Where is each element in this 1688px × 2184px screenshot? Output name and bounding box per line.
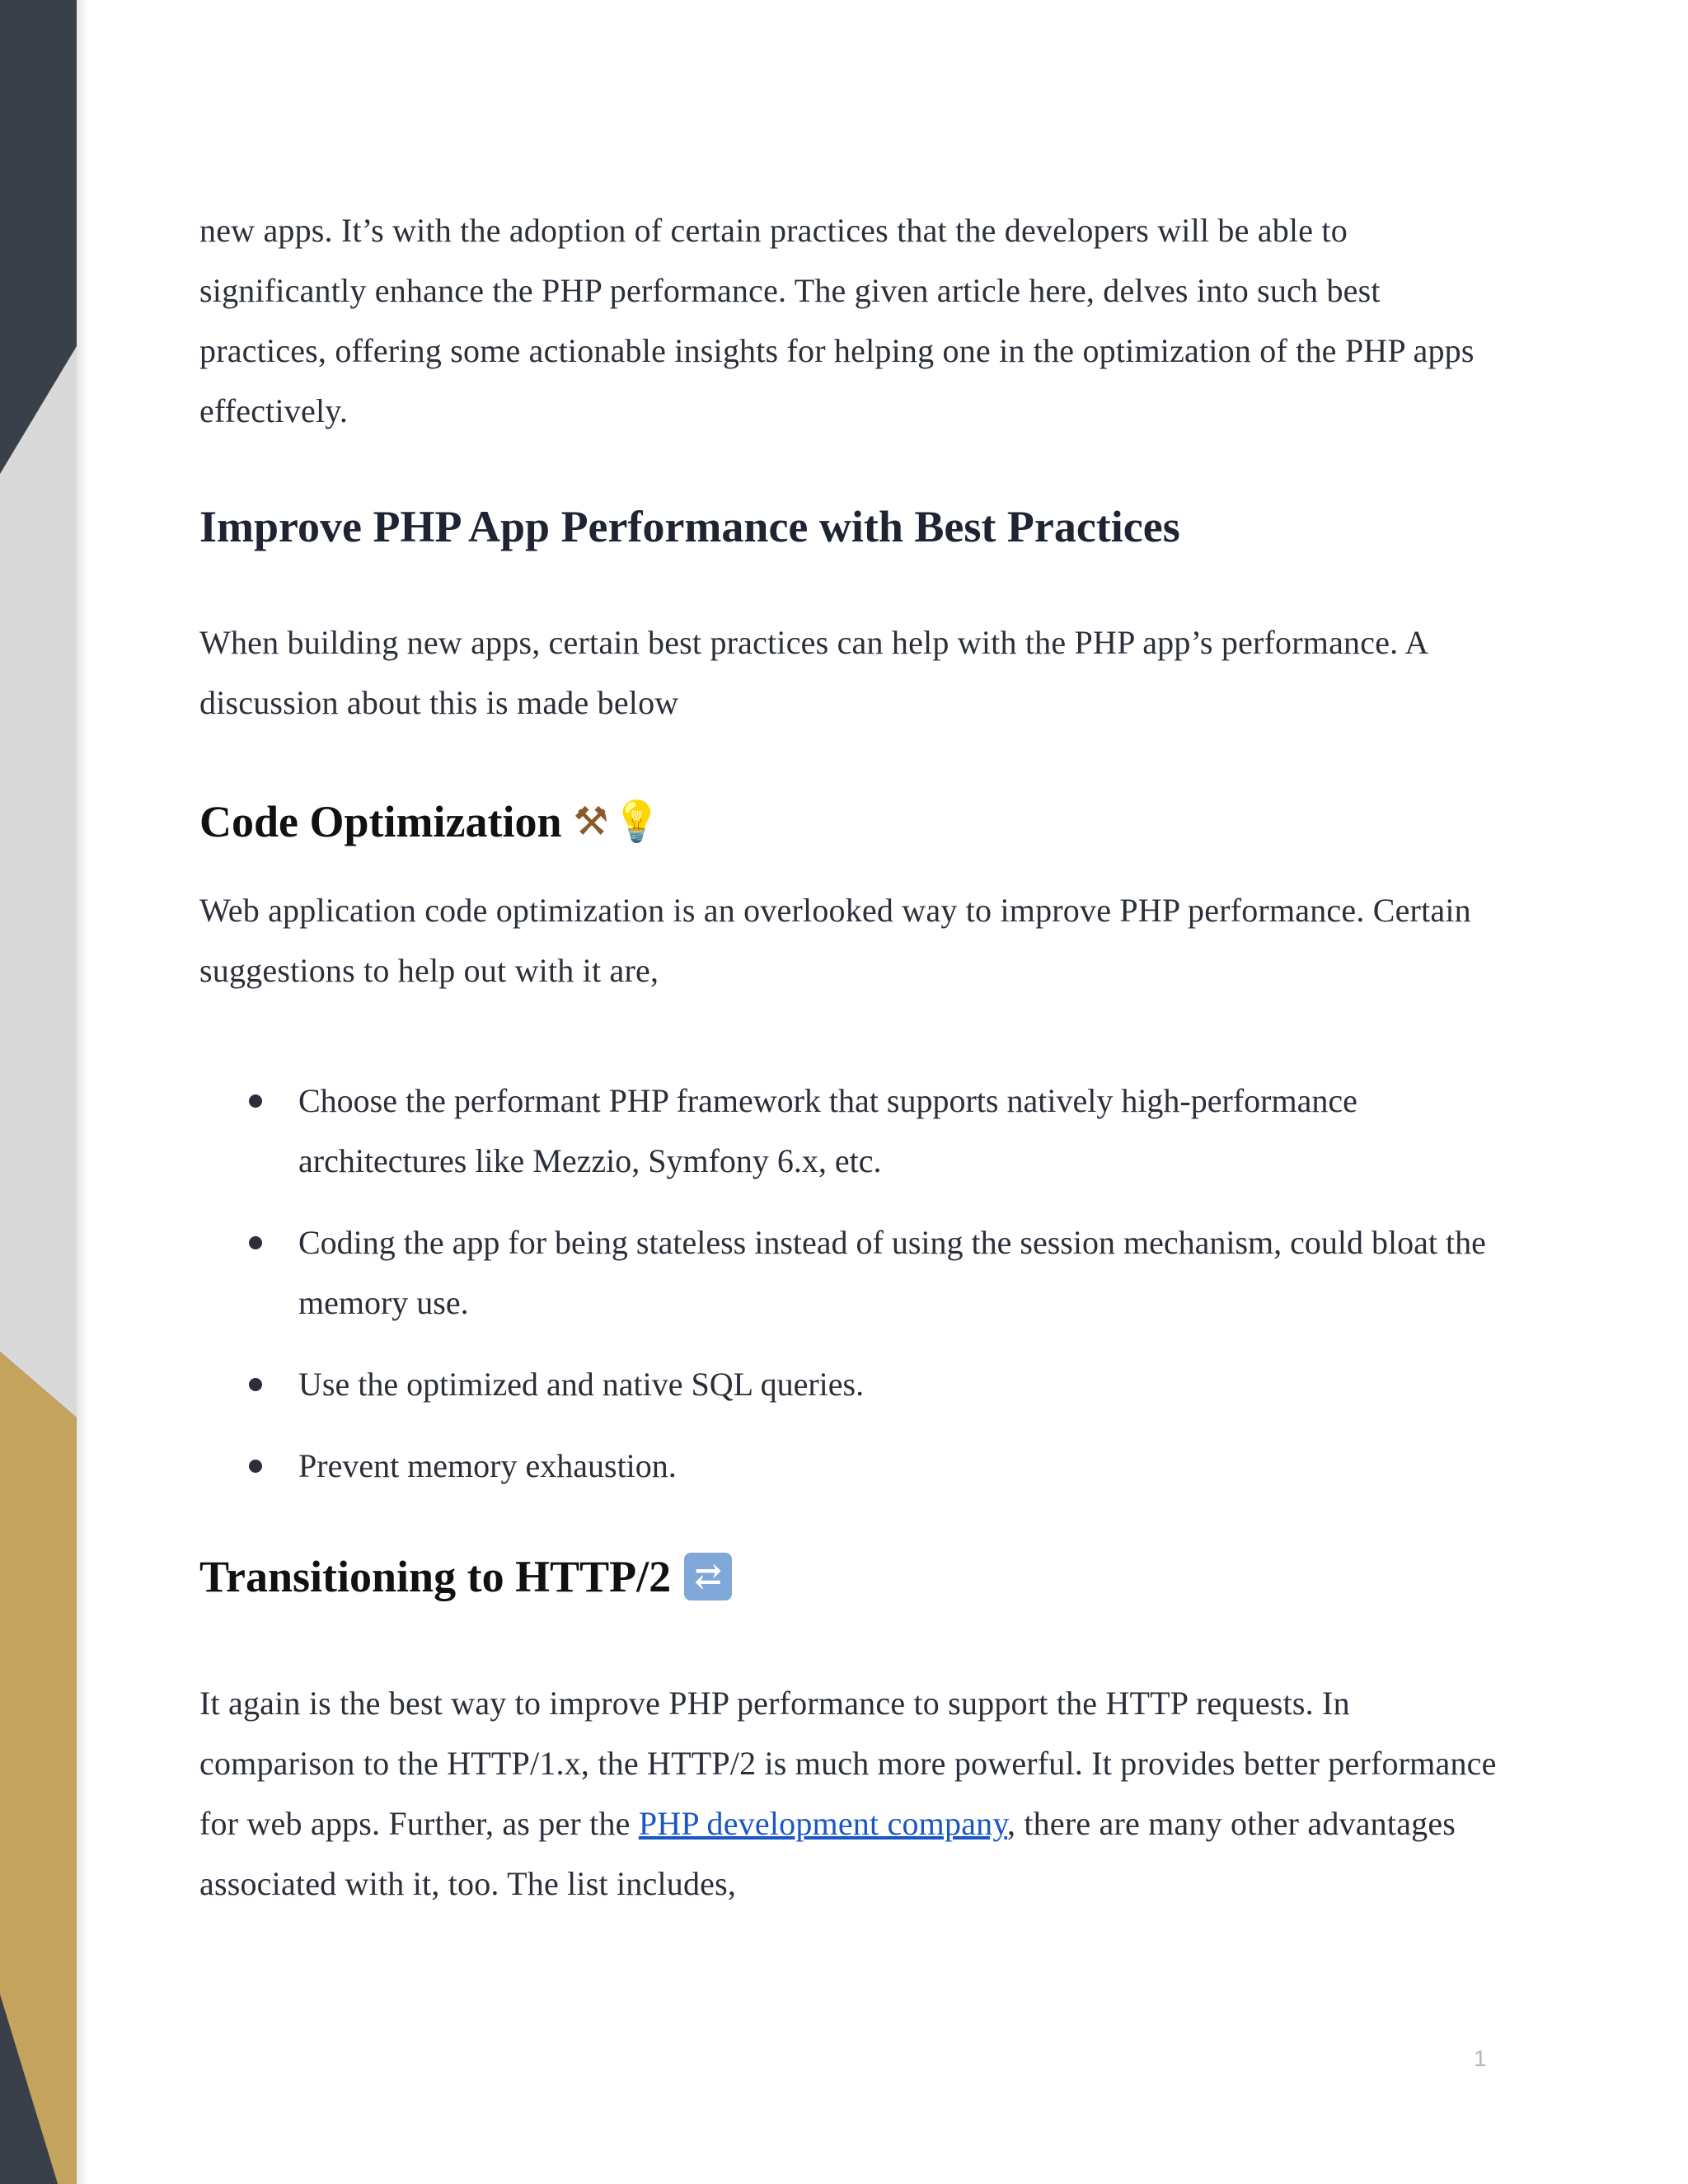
code-optimization-list [249, 1071, 1502, 1496]
list-item [249, 1212, 1502, 1333]
list-item [249, 1436, 1502, 1496]
side-band-shadow [77, 0, 88, 2184]
page-number: 1 [1474, 2046, 1487, 2071]
best-practices-paragraph: When building new apps, certain best practices can help with the PHP app’s performance. A discussion about this is made below [199, 624, 1428, 721]
bullet-dot [249, 1236, 262, 1249]
http2-text-before-link: It again is the best way to improve PHP performance to support the HTTP requests. In comparison to the HTTP/1.x, the HTTP/2 is much more powerful. It provides better performance for web apps. Further, as per the [199, 1685, 1497, 1842]
bullet-dot [249, 1460, 262, 1473]
light-bulb-icon: 💡 [612, 799, 662, 845]
list-item [249, 1354, 1502, 1414]
section-heading-best-practices: Improve PHP App Performance with Best Practices [199, 502, 1180, 551]
list-item-text: Use the optimized and native SQL queries. [298, 1366, 865, 1403]
bullet-dot [249, 1378, 262, 1391]
http2-paragraph [199, 1673, 1502, 1914]
list-item-text: Choose the performant PHP framework that supports natively high-performance architectures like Mezzio, Symfony 6.x, etc. [298, 1082, 1357, 1179]
bullet-dot [249, 1094, 262, 1108]
http2-text-after-link: , there are many other advantages associated with it, too. The list includes, [199, 1805, 1456, 1902]
decorative-side-band [0, 0, 77, 2184]
hammer-wrench-icon: ⚒ [573, 799, 609, 845]
cycle-arrows-icon: ⇄ [684, 1553, 732, 1601]
code-optimization-title: Code Optimization [199, 797, 562, 846]
http2-title: Transitioning to HTTP/2 [199, 1552, 672, 1601]
code-optimization-paragraph: Web application code optimization is an overlooked way to improve PHP performance. Certain suggestions to help out with it are, [199, 892, 1471, 989]
list-item [249, 1071, 1502, 1191]
section-heading-code-optimization [199, 793, 661, 851]
php-development-company-link[interactable]: PHP development company [638, 1805, 1007, 1842]
list-item-text: Coding the app for being stateless instead of using the session mechanism, could bloat the memory use. [298, 1224, 1486, 1321]
list-item-text: Prevent memory exhaustion. [298, 1447, 677, 1484]
section-heading-http2 [199, 1548, 732, 1605]
intro-paragraph: new apps. It’s with the adoption of certain practices that the developers will be able to significantly enhance the PHP performance. The given article here, delves into such best practices, offering some actionable insights for helping one in the optimization of the PHP apps effectively. [199, 212, 1475, 429]
